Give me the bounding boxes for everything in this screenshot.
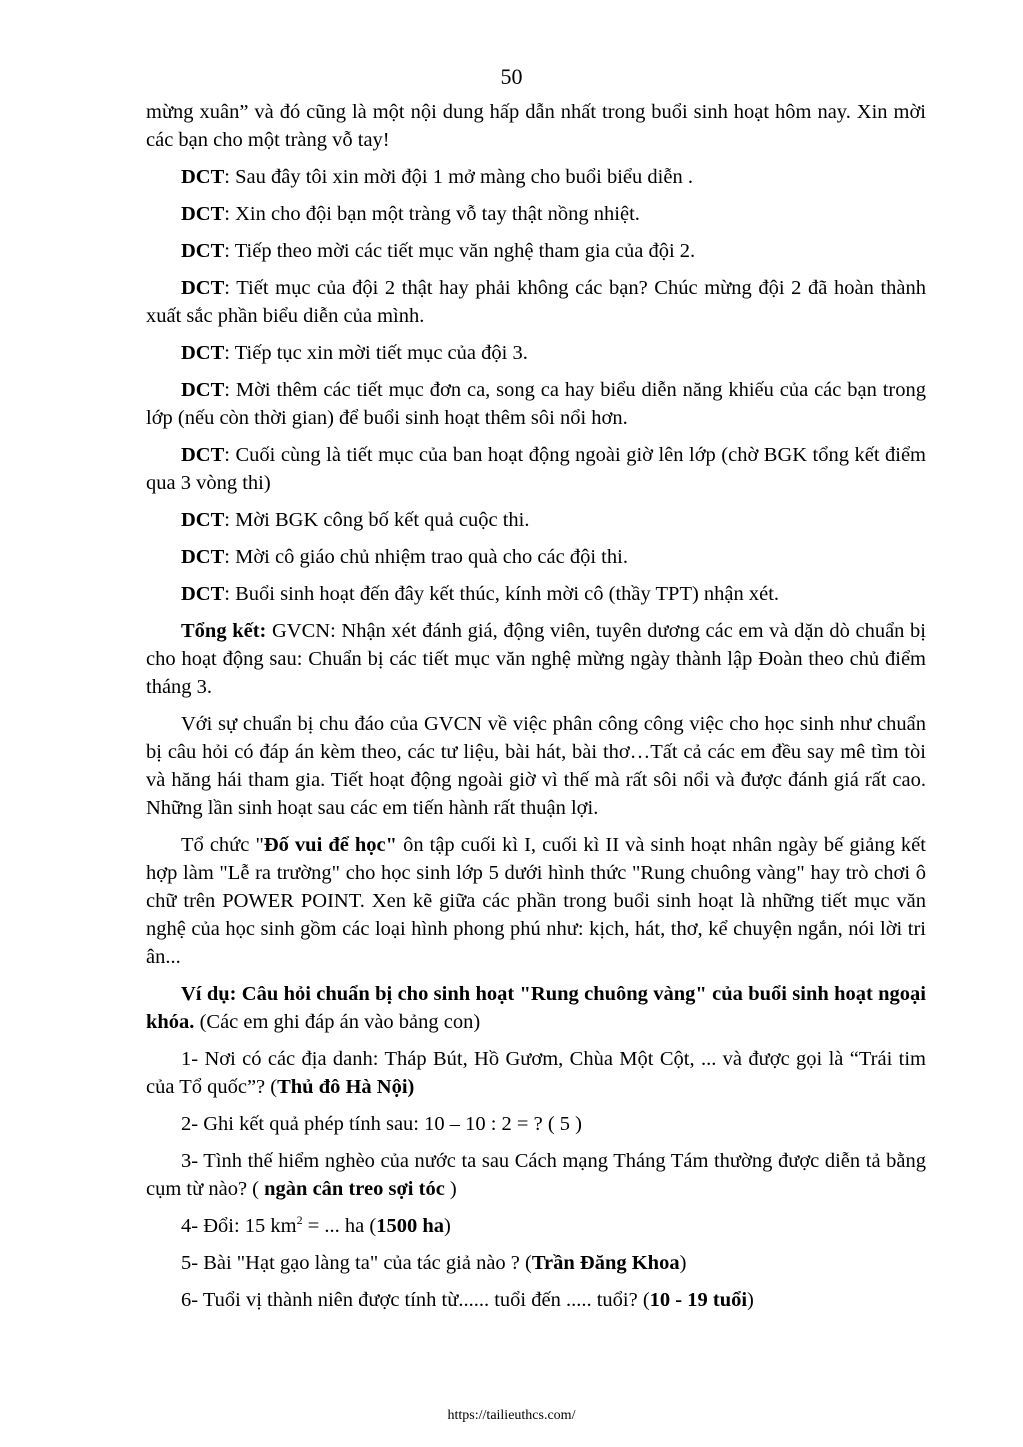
bold-text: Đố vui để học" [263, 834, 398, 856]
text-run: 4- Đổi: 15 km [181, 1215, 297, 1237]
paragraph-p8 [146, 506, 926, 534]
bold-text: DCT [181, 509, 225, 531]
text-run: : Mời BGK công bố kết quả cuộc thi. [224, 509, 530, 531]
bold-text: DCT [181, 240, 225, 262]
text-run: 5- Bài "Hạt gạo làng ta" của tác giả nào ? ( [181, 1252, 532, 1274]
paragraph-p9 [146, 543, 926, 571]
paragraph-p18 [146, 1212, 926, 1240]
bold-text: Thủ đô Hà Nội) [277, 1076, 415, 1098]
text-run: 1- Nơi có các địa danh: Tháp Bút, Hồ Gươm, Chùa Một Cột, ... và được gọi là “Trái tim của Tổ quốc”? ( [146, 1048, 926, 1098]
bold-text: Trần Đăng Khoa [531, 1252, 680, 1274]
bold-text: DCT [181, 277, 225, 299]
text-run: ) [747, 1289, 754, 1311]
text-run: 6- Tuổi vị thành niên được tính từ...... tuổi đến ..... tuổi? ( [181, 1289, 650, 1311]
text-run: : Sau đây tôi xin mời đội 1 mở màng cho buổi biểu diễn . [224, 166, 693, 188]
text-run: 2- Ghi kết quả phép tính sau: 10 – 10 : 2 = ? ( 5 ) [181, 1113, 582, 1135]
text-run: : Buổi sinh hoạt đến đây kết thúc, kính mời cô (thầy TPT) nhận xét. [224, 583, 780, 605]
text-run: 3- Tình thế hiểm nghèo của nước ta sau Cách mạng Tháng Tám thường được diễn tả bằng cụm từ nào? ( [146, 1150, 926, 1200]
bold-text: 10 - 19 tuổi [649, 1289, 748, 1311]
paragraph-p4 [146, 274, 926, 330]
text-run: ) [444, 1215, 451, 1237]
text-run: : Mời cô giáo chủ nhiệm trao quà cho các đội thi. [224, 546, 628, 568]
text-run: Tổ chức " [181, 834, 264, 856]
bold-text: DCT [181, 166, 225, 188]
paragraph-p15 [146, 1045, 926, 1101]
paragraph-p10 [146, 580, 926, 608]
text-run: ôn tập cuối kì I, cuối kì II và sinh hoạt nhân ngày bế giảng kết hợp làm "Lễ ra trường" cho học sinh lớp 5 dưới hình thức "Rung chuông vàng" hay trò chơi ô chữ trên POWER POINT. Xen kẽ giữa các phần trong buổi sinh hoạt là những tiết mục văn nghệ của học sinh gồm các loại hình phong phú như: kịch, hát, thơ, kể chuyện ngắn, nói lời tri ân... [146, 834, 926, 968]
bold-text: Ví dụ: Câu hỏi chuẩn bị cho sinh hoạt "Rung chuông vàng" của buổi sinh hoạt ngoại khóa. [146, 983, 926, 1033]
text-run: mừng xuân” và đó cũng là một nội dung hấp dẫn nhất trong buổi sinh hoạt hôm nay. Xin mời các bạn cho một tràng vỗ tay! [146, 101, 926, 151]
bold-text: DCT [181, 379, 225, 401]
text-run: ) [679, 1252, 687, 1274]
text-run: = ... ha ( [302, 1215, 377, 1237]
text-run: : Xin cho đội bạn một tràng vỗ tay thật nồng nhiệt. [224, 203, 640, 225]
text-run: GVCN: Nhận xét đánh giá, động viên, tuyên dương các em và dặn dò chuẩn bị cho hoạt động sau: Chuẩn bị các tiết mục văn nghệ mừng ngày thành lập Đoàn theo chủ điểm tháng 3. [146, 620, 926, 698]
bold-text: DCT [181, 203, 225, 225]
paragraph-p7 [146, 441, 926, 497]
paragraph-p17 [146, 1147, 926, 1203]
paragraph-p0 [146, 98, 926, 154]
paragraph-p13 [146, 831, 926, 971]
paragraph-p1 [146, 163, 926, 191]
superscript: 2 [296, 1213, 303, 1228]
paragraph-p2 [146, 200, 926, 228]
text-run: : Cuối cùng là tiết mục của ban hoạt động ngoài giờ lên lớp (chờ BGK tổng kết điểm qua 3 vòng thi) [146, 444, 926, 494]
bold-text: Tổng kết: [181, 620, 267, 642]
bold-text: DCT [181, 583, 225, 605]
paragraph-p19 [146, 1249, 926, 1277]
text-run: : Tiếp theo mời các tiết mục văn nghệ tham gia của đội 2. [224, 240, 696, 262]
bold-text: ngàn cân treo sợi tóc [264, 1178, 445, 1200]
page-number: 50 [500, 64, 523, 89]
bold-text: 1500 ha [376, 1215, 444, 1237]
paragraph-p12 [146, 710, 926, 822]
paragraph-p6 [146, 376, 926, 432]
text-run: Với sự chuẩn bị chu đáo của GVCN về việc phân công công việc cho học sinh như chuẩn bị câu hỏi có đáp án kèm theo, các tư liệu, bài hát, bài thơ…Tất cả các em đều say mê tìm tòi và hăng hái tham gia. Tiết hoạt động ngoài giờ vì thế mà rất sôi nổi và được đánh giá rất cao. Những lần sinh hoạt sau các em tiến hành rất thuận lợi. [146, 713, 926, 819]
document-body [146, 98, 926, 1323]
text-run: ) [444, 1178, 457, 1200]
text-run: : Tiết mục của đội 2 thật hay phải không các bạn? Chúc mừng đội 2 đã hoàn thành xuất sắc phần biểu diễn của mình. [146, 277, 926, 327]
paragraph-p16 [146, 1110, 926, 1138]
bold-text: DCT [181, 444, 225, 466]
text-run: : Tiếp tục xin mời tiết mục của đội 3. [224, 342, 528, 364]
paragraph-p5 [146, 339, 926, 367]
paragraph-p3 [146, 237, 926, 265]
bold-text: DCT [181, 546, 225, 568]
bold-text: DCT [181, 342, 225, 364]
paragraph-p14 [146, 980, 926, 1036]
text-run: : Mời thêm các tiết mục đơn ca, song ca hay biểu diễn năng khiếu của các bạn trong lớp (nếu còn thời gian) để buổi sinh hoạt thêm sôi nổi hơn. [146, 379, 926, 429]
paragraph-p20 [146, 1286, 926, 1314]
text-run: (Các em ghi đáp án vào bảng con) [194, 1011, 481, 1033]
paragraph-p11 [146, 617, 926, 701]
footer-url[interactable]: https://tailieuthcs.com/ [447, 1408, 576, 1423]
